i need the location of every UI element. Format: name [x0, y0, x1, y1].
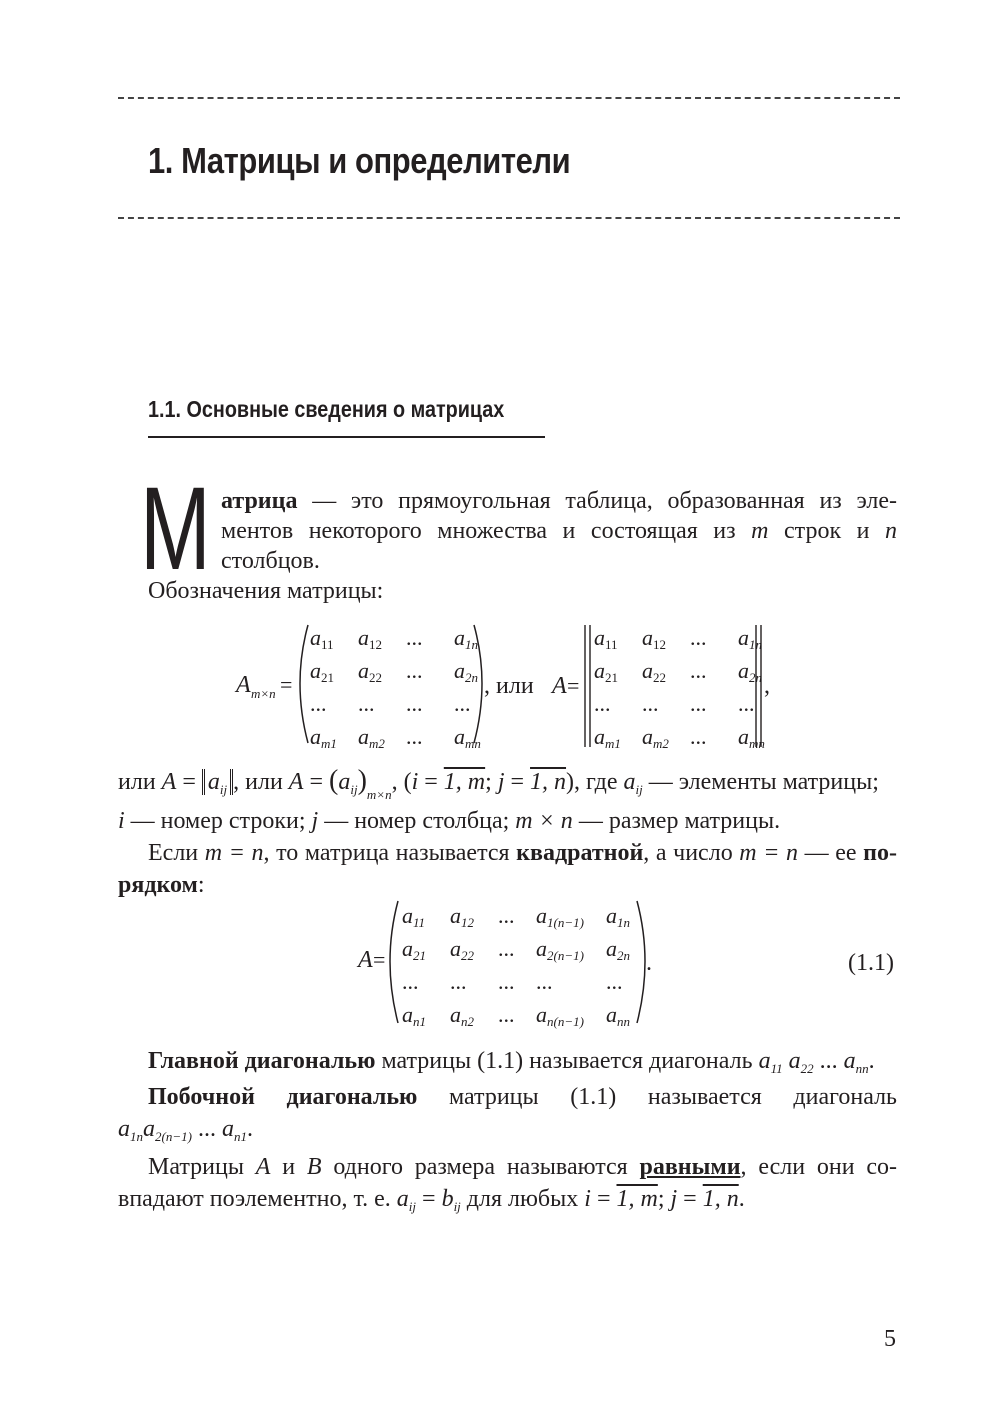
- matrix-cell: a22: [450, 936, 474, 963]
- matrix-cell: a11: [594, 625, 618, 652]
- matrix-cell: a1n: [738, 625, 762, 652]
- matrix-cell: ...: [310, 691, 327, 716]
- matrix-cell: a2(n−1): [536, 936, 584, 963]
- formula-square-matrix: [350, 895, 900, 1030]
- matrix-cell: a21: [594, 658, 618, 685]
- matrix-cell: ...: [498, 936, 515, 961]
- equal-line-1: Матрицы A и B одного размера называются равными, если они со-: [148, 1154, 897, 1180]
- formula2-period: .: [646, 950, 652, 976]
- index-meaning-line: i — номер строки; j — номер столбца; m × n — размер матрицы.: [118, 808, 781, 834]
- chapter-dashed-rule: [118, 217, 900, 219]
- notation-label: Обозначения матрицы:: [148, 578, 384, 604]
- matrix-cell: am1: [310, 724, 337, 751]
- formula1-lhs-sub: m×n: [251, 686, 276, 701]
- matrix-cell: am1: [594, 724, 621, 751]
- matrix-cell: ...: [738, 691, 755, 716]
- formula1-lhs: A: [236, 672, 251, 698]
- matrix-cell: am2: [358, 724, 385, 751]
- side-diagonal-line-1: Побочной диагональю матрицы (1.1) называется диагональ: [148, 1084, 897, 1110]
- matrix-cell: ...: [594, 691, 611, 716]
- formula1-rhs-eq: =: [567, 673, 580, 698]
- matrix-cell: ...: [454, 691, 471, 716]
- matrix-cell: a11: [402, 903, 426, 930]
- matrix-cell: ...: [406, 658, 423, 683]
- matrix-cell: ...: [406, 691, 423, 716]
- matrix-cell: an(n−1): [536, 1002, 584, 1029]
- matrix-cell: am2: [642, 724, 669, 751]
- matrix-cell: a11: [310, 625, 334, 652]
- formula2-lhs: A: [358, 947, 373, 973]
- matrix-cell: a1n: [454, 625, 478, 652]
- formula-matrix-notation: [228, 615, 788, 755]
- intro-line-3: столбцов.: [221, 548, 320, 574]
- formula1-comma: ,: [764, 673, 770, 699]
- top-dashed-rule: [118, 97, 900, 99]
- page-number: 5: [884, 1326, 896, 1352]
- formula1-rhs-A: A: [552, 673, 567, 699]
- square-line-2: рядком:: [118, 872, 205, 898]
- equal-line-2: впадают поэлементно, т. е. $a_{ij} = b_{ij}$ для любых i = 1, m; j = 1, n.: [118, 1186, 745, 1214]
- matrix-cell: ann: [606, 1002, 630, 1029]
- matrix-cell: a12: [450, 903, 474, 930]
- matrix-cell: ...: [606, 969, 623, 994]
- matrix-cell: ...: [406, 724, 423, 749]
- formula1-eq: =: [280, 672, 293, 697]
- section-title: 1.1. Основные сведения о матрицах: [148, 396, 505, 422]
- chapter-title: 1. Матрицы и определители: [148, 140, 571, 181]
- matrix-cell: ...: [406, 625, 423, 650]
- right-paren-2: [637, 901, 645, 1023]
- matrix-cell: ...: [690, 625, 707, 650]
- matrix-bars: [594, 625, 765, 751]
- left-paren-2: [390, 901, 398, 1023]
- intro-line-1: атрица — это прямоугольная таблица, образованная из эле-: [221, 488, 897, 514]
- matrix-cell: a1n: [606, 903, 630, 930]
- matrix-cell: ...: [690, 691, 707, 716]
- matrix-cell: amn: [454, 724, 481, 751]
- matrix-cell: amn: [738, 724, 765, 751]
- matrix-cell: ...: [690, 724, 707, 749]
- matrix-cell: ...: [498, 903, 515, 928]
- matrix-cell: ...: [690, 658, 707, 683]
- intro-line-2: ментов некоторого множества и состоящая из m строк и n: [221, 518, 898, 544]
- matrix-cell: ...: [450, 969, 467, 994]
- matrix-cell: ...: [642, 691, 659, 716]
- main-diagonal-line: Главной диагональю матрицы (1.1) называется диагональ $a_{11}$ $a_{22}$ ... $a_{nn}$.: [148, 1048, 875, 1076]
- matrix-cell: a12: [358, 625, 382, 652]
- matrix-cell: ...: [536, 969, 553, 994]
- matrix-cell: ...: [498, 969, 515, 994]
- drop-cap: М: [140, 463, 211, 595]
- formula1-or: , или: [484, 673, 534, 699]
- matrix-cell: ...: [358, 691, 375, 716]
- matrix-cell: a1(n−1): [536, 903, 584, 930]
- section-underline: [148, 436, 545, 438]
- matrix-cell: a21: [310, 658, 334, 685]
- matrix-cell: ...: [498, 1002, 515, 1027]
- matrix-cell: a22: [358, 658, 382, 685]
- matrix-cell: ...: [402, 969, 419, 994]
- matrix-square: [402, 903, 630, 1029]
- square-line-1: Если m = n, то матрица называется квадратной, а число m = n — ее по-: [148, 840, 897, 866]
- equation-number: (1.1): [848, 950, 894, 976]
- matrix-round: [310, 625, 481, 751]
- notation-line: или $A = a_{ij}$ , или $A = (a_{ij})_{m\times n}$, (i = 1, m; j = 1, n), где $a_{ij}$ — элементы матрицы;: [118, 765, 879, 802]
- matrix-cell: a2n: [738, 658, 762, 685]
- matrix-cell: a21: [402, 936, 426, 963]
- matrix-cell: an2: [450, 1002, 474, 1029]
- left-paren: [300, 625, 308, 743]
- matrix-cell: a22: [642, 658, 666, 685]
- side-diagonal-line-2: $a_{1n}a_{2(n-1)}$ ... $a_{n1}$.: [118, 1116, 253, 1144]
- matrix-cell: an1: [402, 1002, 426, 1029]
- matrix-cell: a2n: [454, 658, 478, 685]
- matrix-cell: a2n: [606, 936, 630, 963]
- matrix-cell: a12: [642, 625, 666, 652]
- formula2-eq: =: [373, 947, 386, 972]
